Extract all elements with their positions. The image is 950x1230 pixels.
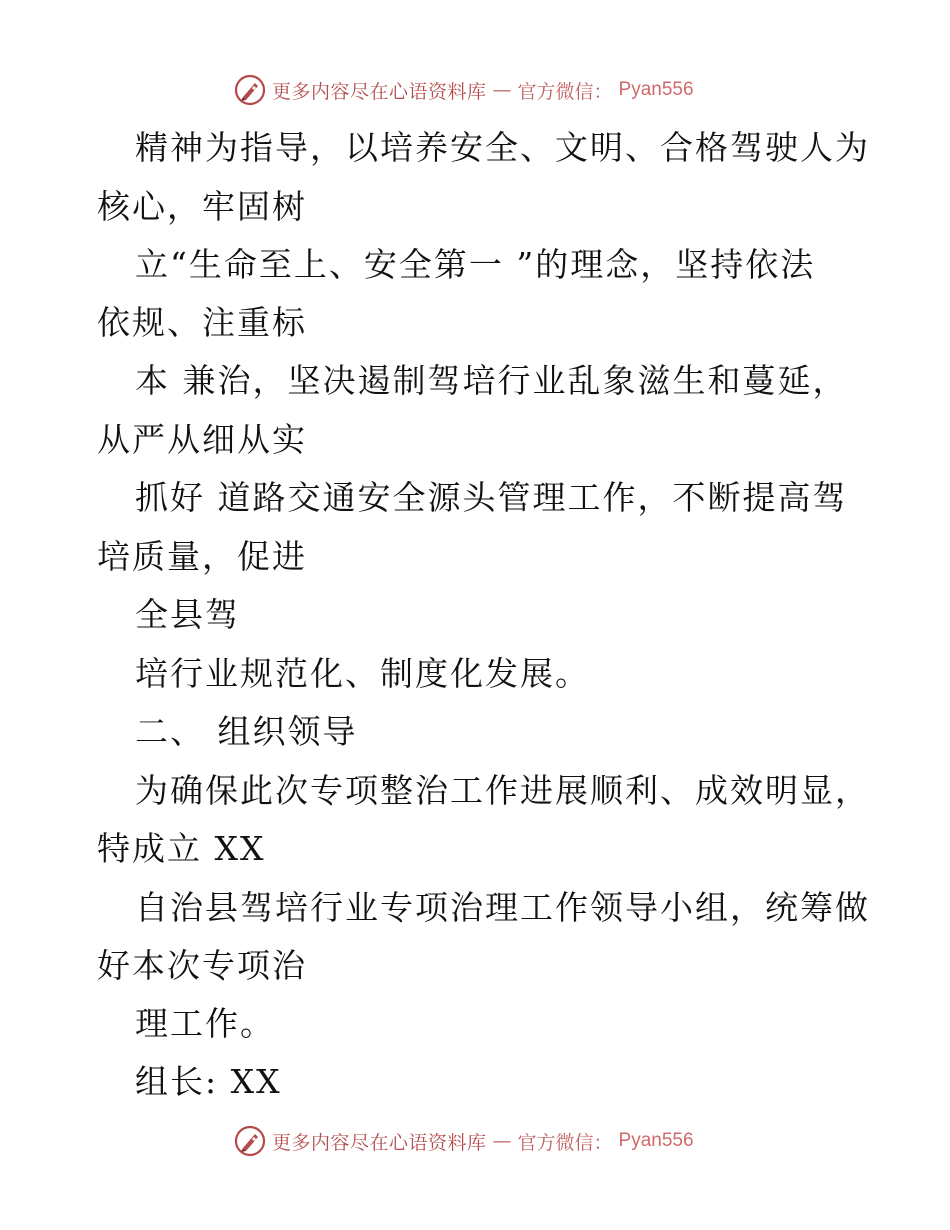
body-line: 组长: XX — [135, 1062, 282, 1101]
watermark-text: 更多内容尽在心语资料库 — [272, 1131, 487, 1154]
footer-watermark — [234, 1123, 694, 1159]
body-line: 自治县驾培行业专项治理工作领导小组，统筹做 — [135, 888, 870, 927]
pen-logo-icon — [234, 1125, 266, 1157]
watermark-official-label: 官方微信： — [517, 80, 613, 103]
body-line: 立“生命至上、安全第一 ”的理念，坚持依法 — [135, 245, 816, 284]
body-line: 理工作。 — [135, 1004, 275, 1043]
header-watermark — [234, 72, 694, 108]
body-line: 特成立 XX — [97, 829, 266, 868]
body-line: 依规、注重标 — [97, 303, 307, 342]
body-line: 培质量，促进 — [97, 537, 307, 576]
watermark-wechat-id: Pyan556 — [618, 1130, 694, 1151]
watermark-text: 更多内容尽在心语资料库 — [272, 80, 487, 103]
body-line: 从严从细从实 — [97, 420, 307, 459]
pen-logo-icon — [234, 74, 266, 106]
body-line: 精神为指导，以培养安全、文明、合格驾驶人为 — [135, 128, 870, 167]
body-line: 核心，牢固树 — [97, 187, 307, 226]
watermark-separator: — — [492, 1130, 512, 1152]
body-line: 本 兼治，坚决遏制驾培行业乱象滋生和蔓延， — [135, 361, 848, 400]
body-line: 培行业规范化、制度化发展。 — [135, 654, 590, 693]
body-line: 为确保此次专项整治工作进展顺利、成效明显， — [135, 771, 870, 810]
body-line: 好本次专项治 — [97, 946, 307, 985]
section-heading: 二、 组织领导 — [135, 712, 358, 751]
watermark-separator: — — [492, 79, 512, 101]
body-line: 全县驾 — [135, 595, 240, 634]
watermark-official-label: 官方微信： — [517, 1131, 613, 1154]
body-line: 抓好 道路交通安全源头管理工作，不断提高驾 — [135, 478, 848, 517]
watermark-wechat-id: Pyan556 — [618, 79, 694, 100]
